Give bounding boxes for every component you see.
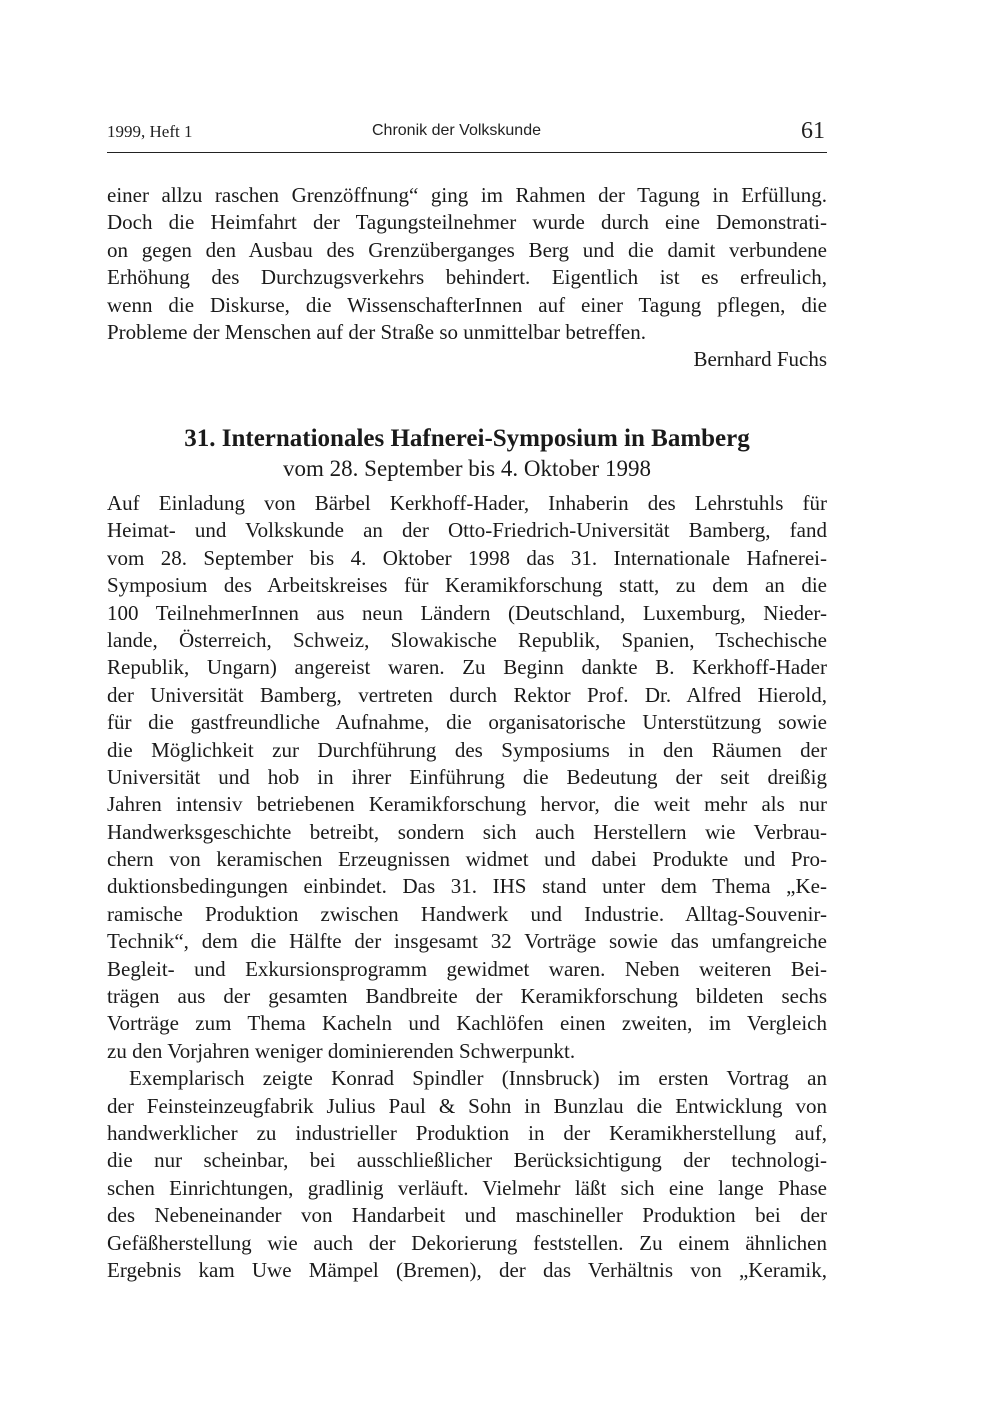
text-line: Heimat- und Volkskunde an der Otto-Friedrich-Universität Bamberg, fand — [107, 518, 827, 543]
text-line: Doch die Heimfahrt der Tagungsteilnehmer wurde durch eine Demonstrati- — [107, 210, 827, 235]
issue-label: 1999, Heft 1 — [107, 122, 193, 141]
text-line: Begleit- und Exkursionsprogramm gewidmet waren. Neben weiteren Bei- — [107, 956, 827, 981]
journal-title: Chronik der Volkskunde — [372, 122, 541, 139]
text-line: die nur scheinbar, bei ausschließlicher Berücksichtigung der technologi- — [107, 1148, 827, 1173]
paragraph-1 — [107, 490, 827, 1065]
text-line: 100 TeilnehmerInnen aus neun Ländern (Deutschland, Luxemburg, Nieder- — [107, 600, 827, 625]
article-body — [107, 490, 827, 1284]
text-line: wenn die Diskurse, die WissenschafterInnen auf einer Tagung pflegen, die — [107, 292, 827, 317]
author-signature: Bernhard Fuchs — [693, 347, 827, 372]
article-title: 31. Internationales Hafnerei-Symposium in Bamberg — [184, 425, 750, 452]
text-line: lande, Österreich, Schweiz, Slowakische Republik, Spanien, Tschechische — [107, 627, 827, 652]
text-line: Probleme der Menschen auf der Straße so unmittelbar betreffen. — [107, 319, 647, 344]
text-line: Universität und hob in ihrer Einführung die Bedeutung der seit dreißig — [107, 764, 827, 789]
text-line: des Nebeneinander von Handarbeit und maschineller Produktion bei der — [107, 1203, 827, 1228]
article-subtitle: vom 28. September bis 4. Oktober 1998 — [283, 456, 651, 481]
text-line: handwerklicher zu industrieller Produktion in der Keramikherstellung auf, — [107, 1120, 827, 1145]
text-line: Ergebnis kam Uwe Mämpel (Bremen), der das Verhältnis von „Keramik, — [107, 1257, 827, 1282]
text-line: Erhöhung des Durchzugsverkehrs behindert. Eigentlich ist es erfreulich, — [107, 265, 827, 290]
text-line: einer allzu raschen Grenzöffnung“ ging im Rahmen der Tagung in Erfüllung. — [107, 183, 827, 207]
text-line: Jahren intensiv betriebenen Keramikforschung hervor, die weit mehr als nur — [107, 792, 827, 817]
text-line: Auf Einladung von Bärbel Kerkhoff-Hader, Inhaberin des Lehrstuhls für — [107, 491, 827, 515]
text-line: zu den Vorjahren weniger dominierenden Schwerpunkt. — [107, 1038, 576, 1063]
text-line: Exemplarisch zeigte Konrad Spindler (Innsbruck) im ersten Vortrag an — [129, 1066, 827, 1091]
previous-article-ending — [107, 182, 827, 374]
page-number: 61 — [801, 118, 825, 144]
text-line: Handwerksgeschichte betreibt, sondern sich auch Herstellern wie Verbrau- — [107, 819, 827, 844]
header-rule — [107, 152, 827, 153]
running-header — [107, 118, 827, 146]
text-line: ramische Produktion zwischen Handwerk und Industrie. Alltag-Souvenir- — [107, 901, 827, 926]
text-line: chern von keramischen Erzeugnissen widmet und dabei Produkte und Pro- — [107, 847, 827, 872]
text-line: der Universität Bamberg, vertreten durch Rektor Prof. Dr. Alfred Hierold, — [107, 682, 827, 707]
text-line: on gegen den Ausbau des Grenzüberganges Berg und die damit verbundene — [107, 237, 827, 262]
text-line: Republik, Ungarn) angereist waren. Zu Beginn dankte B. Kerkhoff-Hader — [107, 655, 827, 680]
text-line: Technik“, dem die Hälfte der insgesamt 32 Vorträge sowie das umfangreiche — [107, 929, 827, 954]
text-line: der Feinsteinzeugfabrik Julius Paul & Sohn in Bunzlau die Entwicklung von — [107, 1093, 827, 1118]
text-line: Gefäßherstellung wie auch der Dekorierung feststellen. Zu einem ähnlichen — [107, 1230, 827, 1255]
text-line: Vorträge zum Thema Kacheln und Kachlöfen einen zweiten, im Vergleich — [107, 1011, 827, 1036]
text-line: für die gastfreundliche Aufnahme, die organisatorische Unterstützung sowie — [107, 710, 827, 735]
text-line: vom 28. September bis 4. Oktober 1998 das 31. Internationale Hafnerei- — [107, 545, 827, 570]
text-line: trägen aus der gesamten Bandbreite der Keramikforschung bildeten sechs — [107, 984, 827, 1009]
text-line: Symposium des Arbeitskreises für Keramikforschung statt, zu dem an die — [107, 573, 827, 598]
text-line: die Möglichkeit zur Durchführung des Symposiums in den Räumen der — [107, 737, 827, 762]
text-line: schen Einrichtungen, gradlinig verläuft. Vielmehr läßt sich eine lange Phase — [107, 1175, 827, 1200]
paragraph-2 — [107, 1065, 827, 1284]
text-line: duktionsbedingungen einbindet. Das 31. IHS stand unter dem Thema „Ke- — [107, 874, 827, 899]
